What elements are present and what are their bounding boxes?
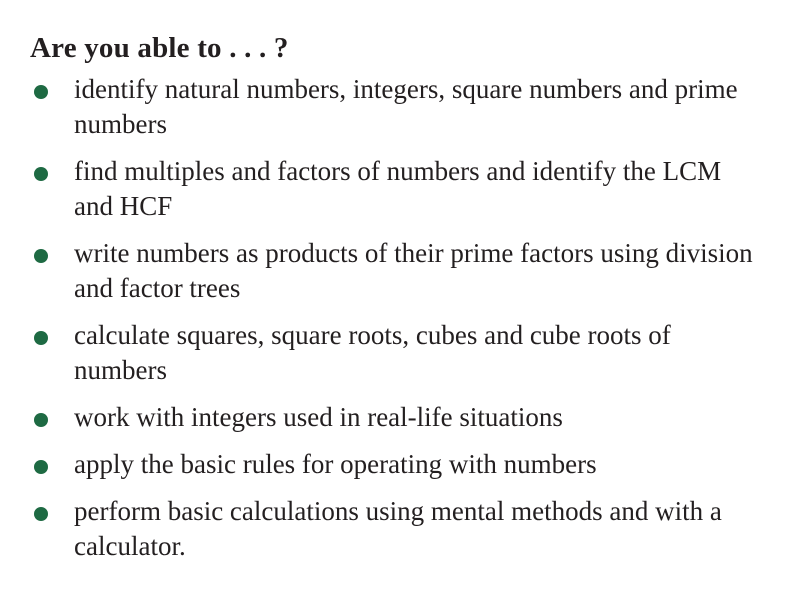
bullet-dot-icon [34, 460, 48, 474]
list-item-text: write numbers as products of their prime factors using division and factor trees [74, 238, 753, 303]
list-item [30, 72, 760, 142]
list-item [30, 400, 760, 435]
list-item-text: work with integers used in real-life situations [74, 402, 563, 432]
list-item-text: find multiples and factors of numbers and identify the LCM and HCF [74, 156, 722, 221]
bullet-dot-icon [34, 331, 48, 345]
bullet-dot-icon [34, 85, 48, 99]
bullet-dot-icon [34, 413, 48, 427]
skills-list [30, 72, 760, 564]
list-item [30, 494, 760, 564]
checklist-heading: Are you able to . . . ? [30, 32, 289, 64]
list-item [30, 236, 760, 306]
bullet-dot-icon [34, 167, 48, 181]
list-item-text: calculate squares, square roots, cubes and cube roots of numbers [74, 320, 671, 385]
list-item [30, 447, 760, 482]
bullet-dot-icon [34, 249, 48, 263]
bullet-dot-icon [34, 507, 48, 521]
list-item-text: identify natural numbers, integers, square numbers and prime numbers [74, 74, 738, 139]
list-item-text: perform basic calculations using mental methods and with a calculator. [74, 496, 722, 561]
list-item-text: apply the basic rules for operating with numbers [74, 449, 597, 479]
list-item [30, 154, 760, 224]
list-item [30, 318, 760, 388]
